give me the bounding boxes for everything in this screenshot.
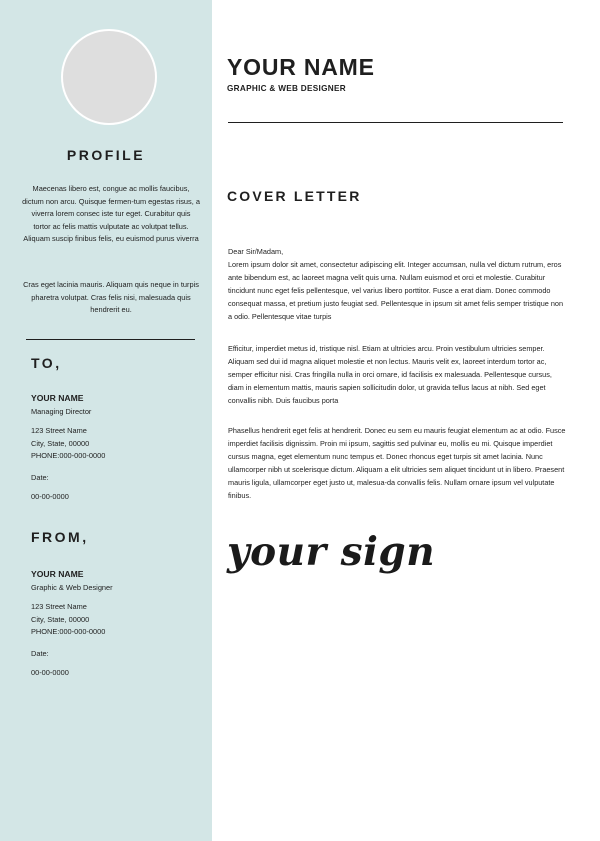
sender-address <box>31 568 201 680</box>
letter-paragraph-2: Efficitur, imperdiet metus id, tristique nisl. Etiam at ultricies arcu. Proin vestibulum ultricies semper. Aliquam sed dui id magna aliquet molestie et non lectus. Mauris velit ex, laoreet interdum tortor ac, semper efficitur nisi. Cras fringilla nulla in orci ornare, id facilisis ex malesuada. Pellentesque cursus, diam in elementum mattis, mauris sapien sollicitudin dolor, ut gravida tellus lacus at nibh. Sed eget convallis nibh. Duis faucibus porta <box>228 344 552 405</box>
letter-paragraph-3: Phasellus hendrerit eget felis at hendrerit. Donec eu sem eu mauris feugiat elementum ac at odio. Fusce imperdiet facilisis dignissim. Proin mi ipsum, sagittis sed pulvinar eu, mollis eu mi. Quisque imperdiet cursus magna, eget elementum nunc tempus et. Donec rhoncus eget turpis sit amet lacinia. Nunc ullamcorper nibh ut scelerisque dictum. Aliquam a elit ultricies sem aliquet tincidunt ut in libero. Praesent mauris ligula, ullamcorper eget justo ut, malesua-da convallis felis. Nullam ornare ipsum vel vulputate finibus. <box>228 426 566 500</box>
sender-street: 123 Street Name <box>31 602 87 611</box>
profile-photo-placeholder <box>63 31 155 123</box>
to-heading: TO, <box>31 355 62 371</box>
letter-paragraph-1: Lorem ipsum dolor sit amet, consectetur adipiscing elit. Integer accumsan, nulla vel dictum rutrum, eros ante bibendum est, ac laoreet magna velit quis urna. Nullam euismod et orci et molestie. Curabitur tincidunt nunc eget felis pellentesque, vel varius libero porttitor. Fusce a erat diam. Donec commodo consequat massa, et pretium justo feugiat sed. Pellentesque in ipsum sit amet felis semper tristique non a odio. Pellentesque vitae turpis <box>228 260 564 321</box>
cover-letter-heading: COVER LETTER <box>227 188 362 204</box>
sender-city: City, State, 00000 <box>31 614 90 624</box>
sender-phone: PHONE:000-000-0000 <box>31 627 106 636</box>
profile-heading: PROFILE <box>66 147 146 163</box>
recipient-date-label: Date: <box>31 472 49 482</box>
recipient-street: 123 Street Name <box>31 426 87 435</box>
recipient-address <box>31 392 201 504</box>
applicant-name: YOUR NAME <box>227 54 375 80</box>
sender-date: 00-00-0000 <box>31 668 69 677</box>
recipient-phone: PHONE:000-000-0000 <box>31 451 106 460</box>
sender-date-label: Date: <box>31 648 49 658</box>
sidebar <box>0 0 212 841</box>
sender-name: YOUR NAME <box>31 569 84 579</box>
recipient-role: Managing Director <box>31 406 92 416</box>
letter-salutation: Dear Sir/Madam, <box>228 247 284 256</box>
header-divider <box>228 122 563 123</box>
recipient-city: City, State, 00000 <box>31 438 90 448</box>
sender-role: Graphic & Web Designer <box>31 582 113 592</box>
recipient-date: 00-00-0000 <box>31 492 69 501</box>
applicant-title: GRAPHIC & WEB DESIGNER <box>227 84 346 93</box>
profile-paragraph-1: Maecenas libero est, congue ac mollis faucibus, dictum non arcu. Quisque fermen-tum egestas risus, a viverra lorem consec iste tur eget. Curabitur quis tortor ac felis mattis vulputate ac volutpat tellus. Aliquam suscip finibus felis, eu euismod purus viverra <box>22 184 200 244</box>
recipient-name: YOUR NAME <box>31 393 84 403</box>
from-heading: FROM, <box>31 529 89 545</box>
sidebar-divider <box>26 339 195 340</box>
profile-paragraph-2: Cras eget lacinia mauris. Aliquam quis neque in turpis pharetra volutpat. Cras felis nisi, malesuada quis hendrerit eu. <box>23 280 199 315</box>
signature: your sign <box>227 529 436 575</box>
